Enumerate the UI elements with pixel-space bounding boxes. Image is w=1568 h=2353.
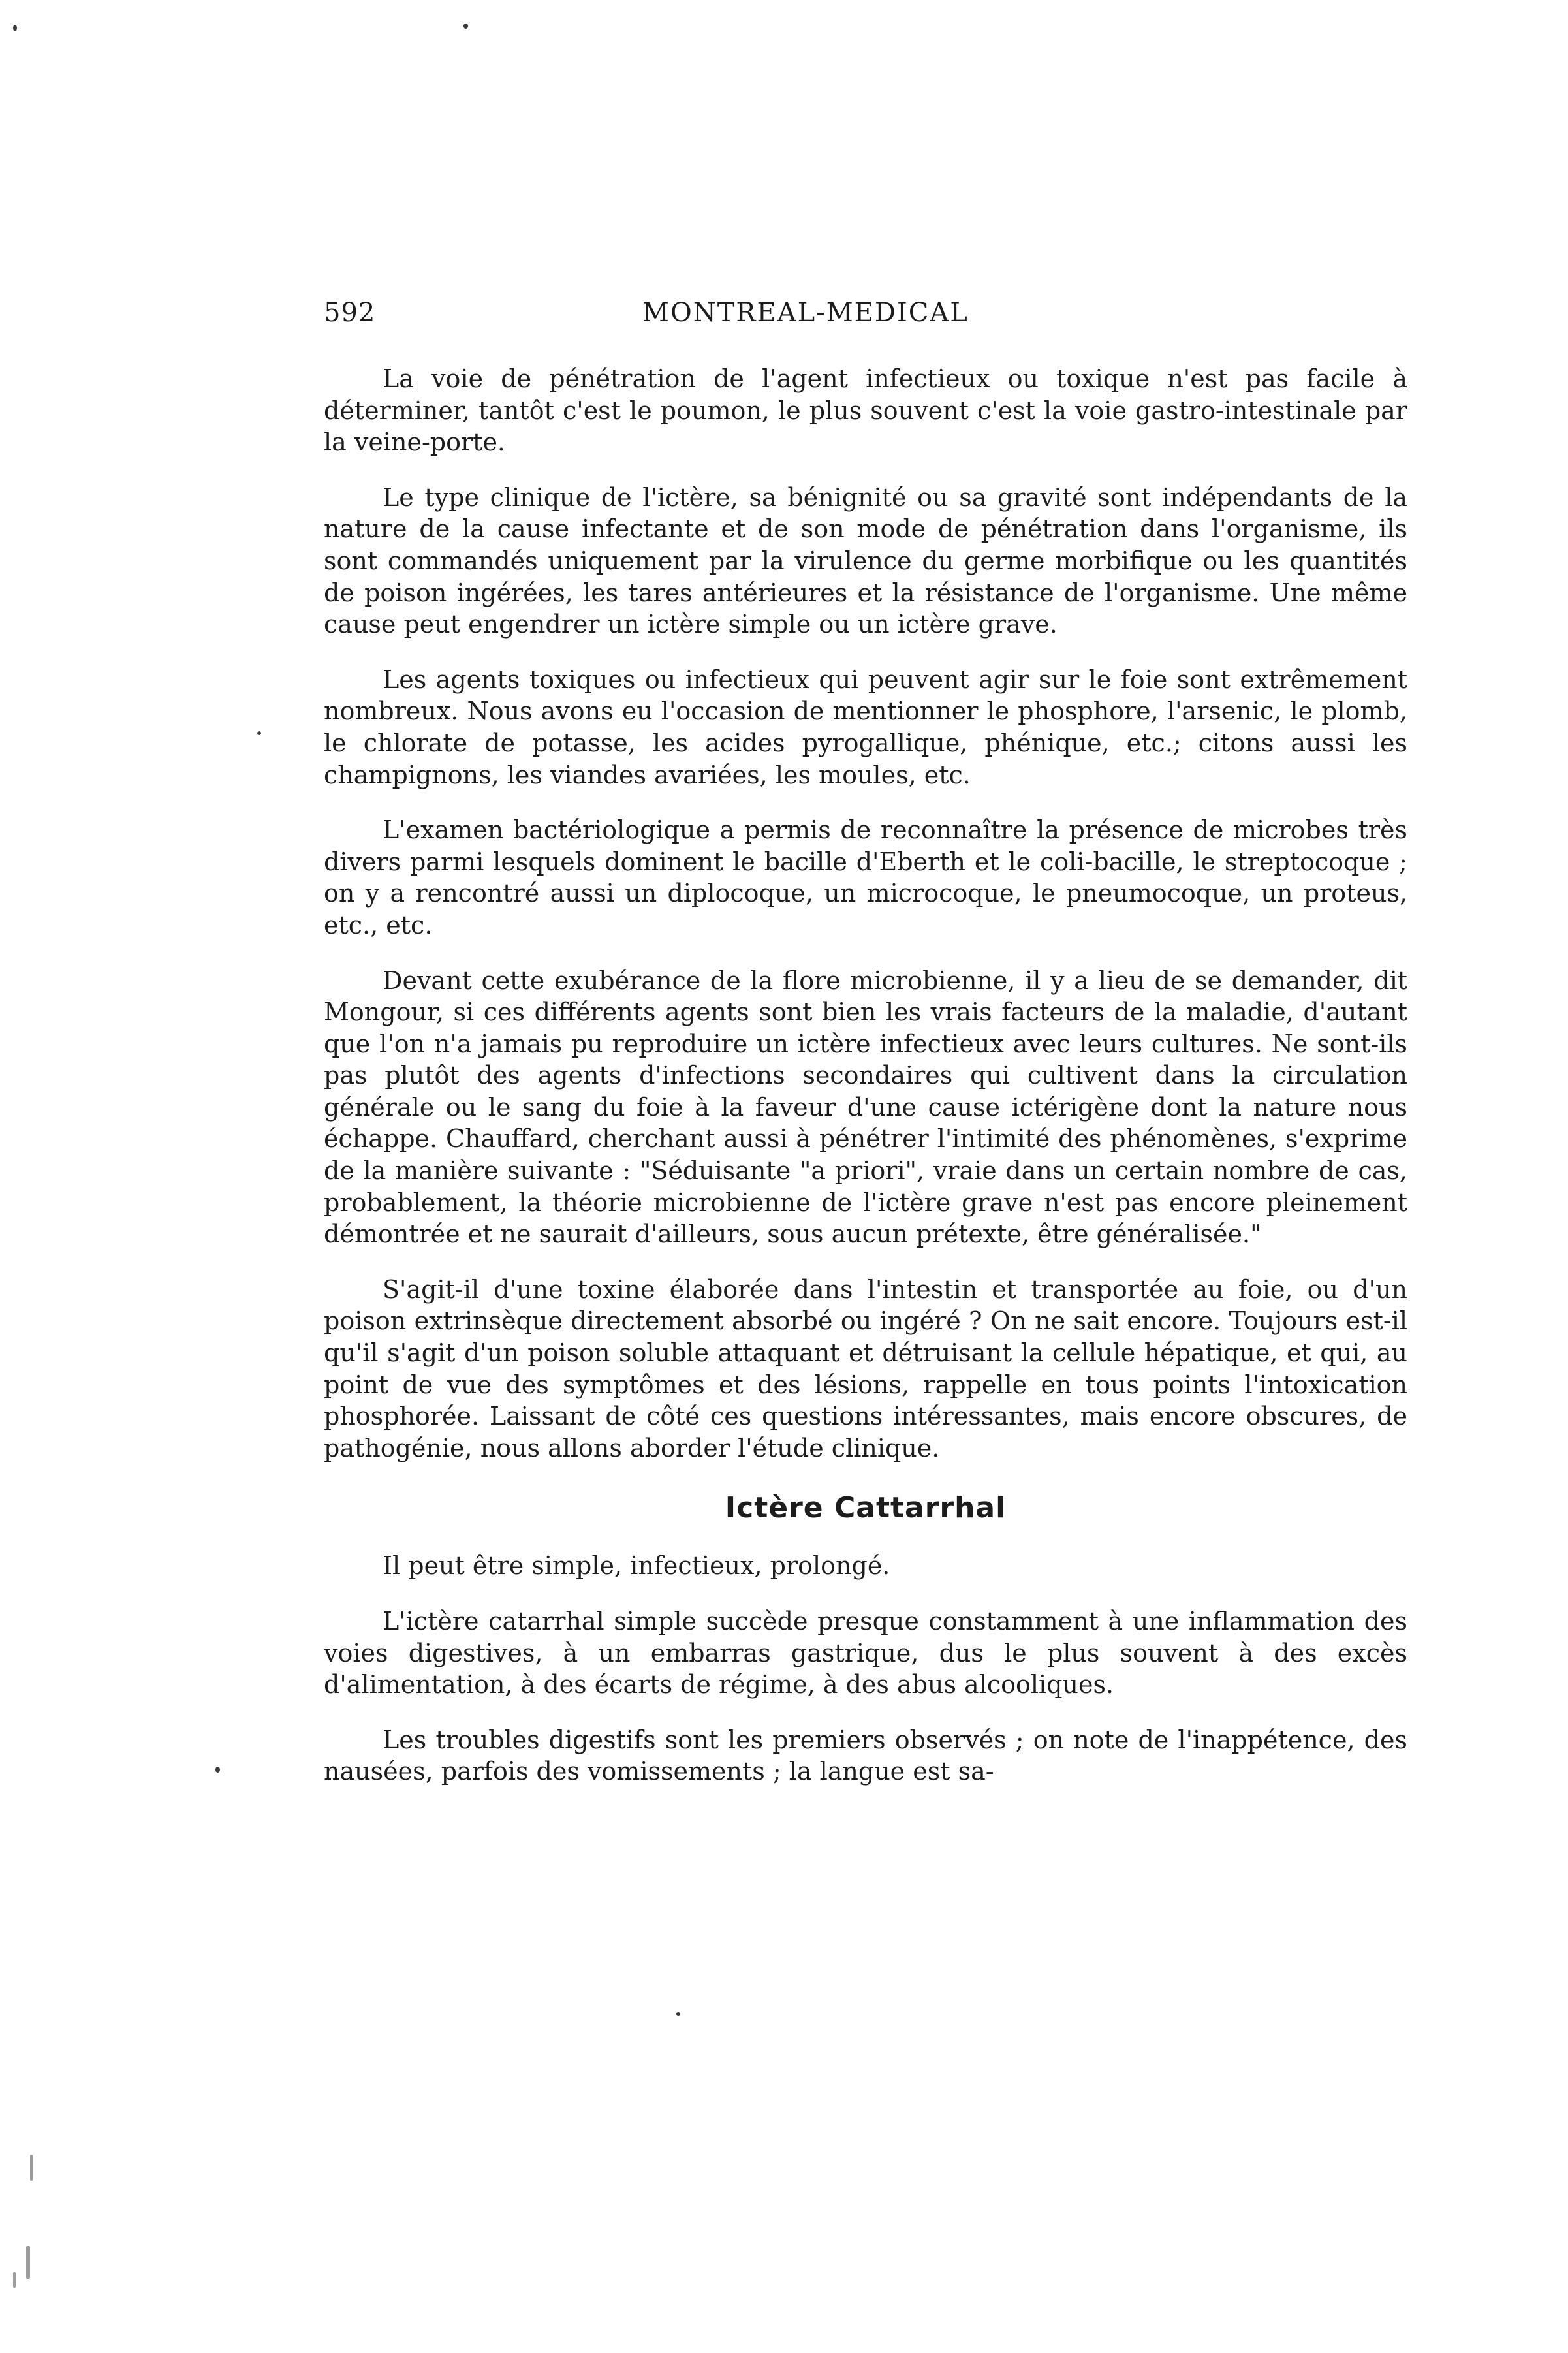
running-head	[324, 298, 1277, 337]
scan-speck	[13, 2272, 16, 2288]
scan-speck	[463, 24, 468, 29]
paragraph-bacteriology: L'examen bactériologique a permis de reconnaître la présence de microbes très divers parmi lesquels dominent le bacille d'Eberth et le coli-bacille, le streptocoque ; on y a rencontré aussi un diplocoque, un microcoque, le pneumocoque, un proteus, etc., etc.	[324, 815, 1407, 940]
scan-speck	[676, 2012, 680, 2016]
paragraph-toxic-agents: Les agents toxiques ou infectieux qui peuvent agir sur le foie sont extrêmement nombreux. Nous avons eu l'occasion de mentionner le phosphore, l'arsenic, le plomb, le chlorate de potasse, les acides pyrogallique, phénique, etc.; citons aussi les champignons, les viandes avariées, les moules, etc.	[324, 665, 1407, 789]
paragraph-clinical-type: Le type clinique de l'ictère, sa bénignité ou sa gravité sont indépendants de la nature de la cause infectante et de son mode de pénétration dans l'organisme, ils sont commandés uniquement par la virulence du germe morbifique ou les quantités de poison ingérées, les tares antérieures et la résistance de l'organisme. Une même cause peut engendrer un ictère simple ou un ictère grave.	[324, 482, 1407, 639]
scan-speck	[30, 2155, 33, 2181]
page-number: 592	[324, 298, 376, 328]
scan-speck	[26, 2246, 30, 2279]
scan-speck	[215, 1767, 220, 1773]
paragraph-forms: Il peut être simple, infectieux, prolongé.	[383, 1551, 890, 1581]
article-body	[324, 363, 1407, 1811]
paragraph-digestive-troubles: Les troubles digestifs sont les premiers observés ; on note de l'inappétence, des nausées, parfois des vomissements ; la langue est sa-	[324, 1725, 1407, 1786]
paragraph-catarrhal-causes: L'ictère catarrhal simple succède presque constamment à une inflammation des voies digestives, à un embarras gastrique, dus le plus souvent à des excès d'alimentation, à des écarts de régime, à des abus alcooliques.	[324, 1607, 1407, 1699]
paragraph-toxin-hypothesis: S'agit-il d'une toxine élaborée dans l'intestin et transportée au foie, ou d'un poison extrinsèque directement absorbé ou ingéré ? On ne sait encore. Toujours est-il qu'il s'agit d'un poison soluble attaquant et détruisant la cellule hépatique, et qui, au point de vue des symptômes et des lésions, rappelle en tous points l'intoxication phosphorée. Laissant de côté ces questions intéressantes, mais encore obscures, de pathogénie, nous allons aborder l'étude clinique.	[324, 1274, 1407, 1462]
paragraph-microbial-theory: Devant cette exubérance de la flore microbienne, il y a lieu de se demander, dit Mongour, si ces différents agents sont bien les vrais facteurs de la maladie, d'autant que l'on n'a jamais pu reproduire un ictère infectieux avec leurs cultures. Ne sont-ils pas plutôt des agents d'infections secondaires qui cultivent dans la circulation générale ou le sang du foie à la faveur d'une cause ictérigène dont la nature nous échappe. Chauffard, cherchant aussi à pénétrer l'intimité des phénomènes, s'exprime de la manière suivante : "Séduisante "a priori", vraie dans un certain nombre de cas, probablement, la théorie microbienne de l'ictère grave n'est pas encore pleinement démontrée et ne saurait d'ailleurs, sous aucun prétexte, être généralisée."	[324, 966, 1407, 1249]
scan-speck	[257, 731, 261, 735]
section-heading: Ictère Cattarrhal	[725, 1491, 1007, 1525]
paragraph-entry-route: La voie de pénétration de l'agent infectieux ou toxique n'est pas facile à déterminer, tantôt c'est le poumon, le plus souvent c'est la voie gastro-intestinale par la veine-porte.	[324, 364, 1407, 457]
scan-speck	[13, 25, 17, 31]
journal-title: MONTREAL-MEDICAL	[642, 298, 969, 328]
